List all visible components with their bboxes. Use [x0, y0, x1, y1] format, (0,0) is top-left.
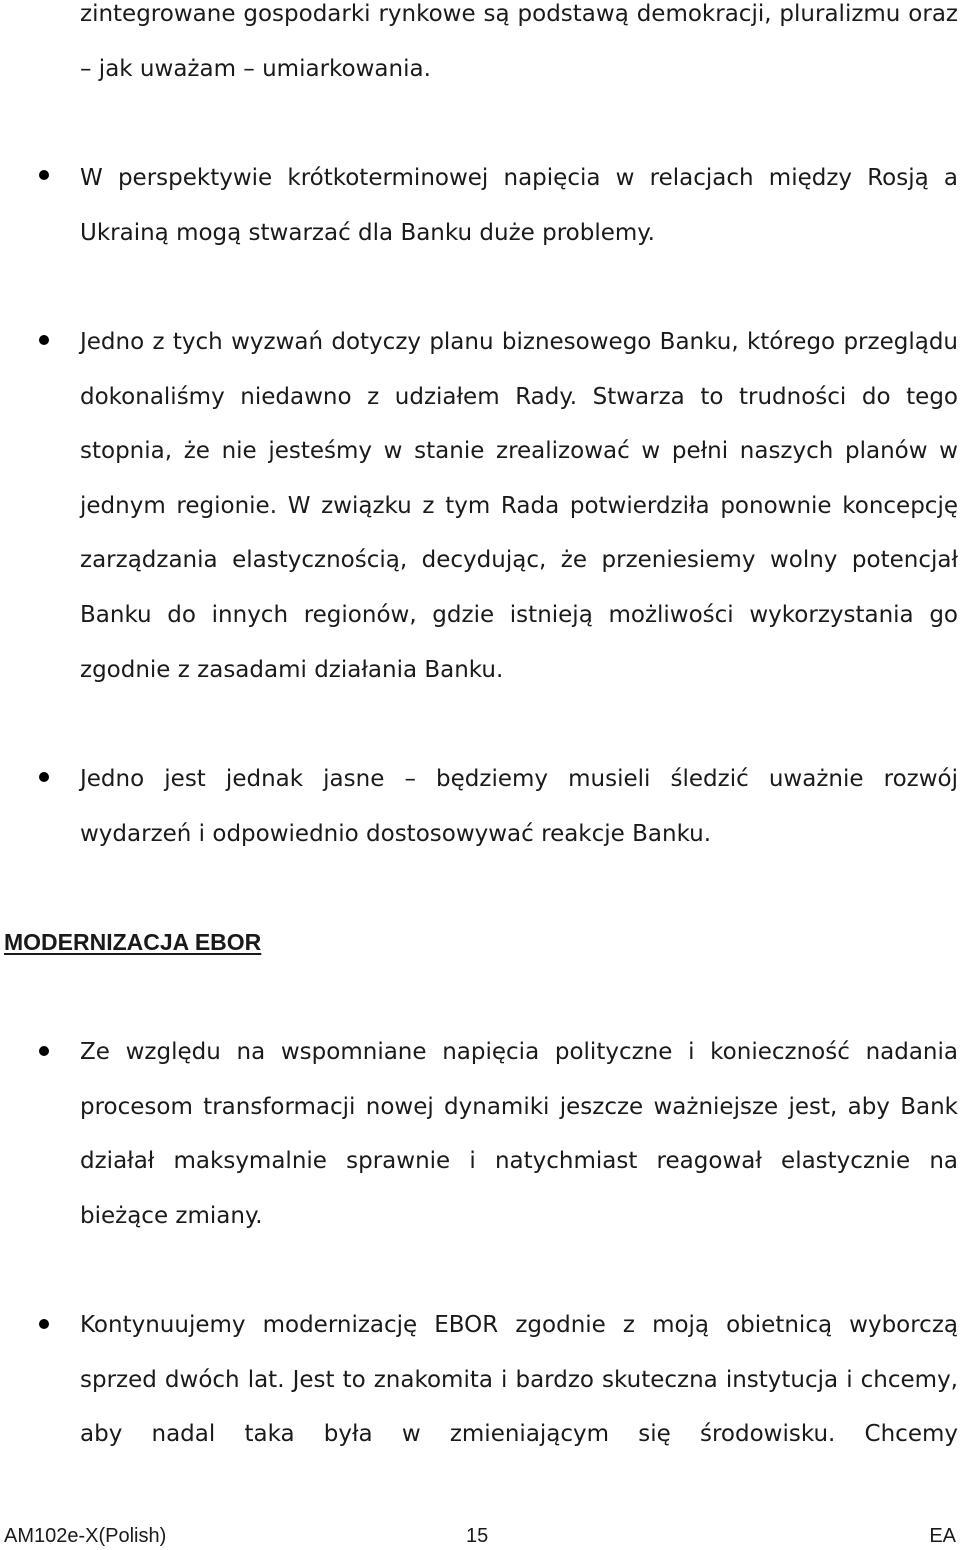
bullet-paragraph: Jedno jest jednak jasne – będziemy musieli śledzić uważnie rozwój wydarzeń i odpowiednio dostosowywać reakcje Banku. [80, 766, 958, 847]
footer-page-number: 15 [466, 1525, 489, 1547]
bullet-paragraph: Ze względu na wspomniane napięcia polityczne i konieczność nadania procesom transformacji nowej dynamiki jeszcze ważniejsze jest, aby Bank działał maksymalnie sprawnie i natychmiast reagował elastycznie na bieżące zmiany. [80, 1039, 958, 1229]
section-heading: MODERNIZACJA EBOR [4, 929, 262, 955]
bullet-paragraph: W perspektywie krótkoterminowej napięcia w relacjach między Rosją a Ukrainą mogą stwarzać dla Banku duże problemy. [80, 165, 958, 246]
paragraph-continuation: zintegrowane gospodarki rynkowe są podstawą demokracji, pluralizmu oraz – jak uważam – umiarkowania. [80, 1, 958, 82]
footer-doc-code: AM102e-X(Polish) [4, 1525, 167, 1547]
bullet-icon [39, 1046, 49, 1056]
bullet-icon [39, 772, 49, 782]
bullet-paragraph: Jedno z tych wyzwań dotyczy planu biznesowego Banku, którego przeglądu dokonaliśmy niedawno z udziałem Rady. Stwarza to trudności do tego stopnia, że nie jesteśmy w stanie zrealizować w pełni naszych planów w jednym regionie. W związku z tym Rada potwierdziła ponownie koncepcję zarządzania elastycznością, decydując, że przeniesiemy wolny potencjał Banku do innych regionów, gdzie istnieją możliwości wykorzystania go zgodnie z zasadami działania Banku. [80, 329, 958, 683]
bullet-icon [39, 335, 49, 345]
bullet-icon [39, 1319, 49, 1329]
bullet-paragraph: Kontynuujemy modernizację EBOR zgodnie z moją obietnicą wyborczą sprzed dwóch lat. Jest to znakomita i bardzo skuteczna instytucja i chcemy, aby nadal taka była w zmieniającym się środowisku. Chcemy [80, 1312, 958, 1448]
footer-suffix: EA [929, 1525, 956, 1547]
bullet-icon [39, 170, 49, 180]
